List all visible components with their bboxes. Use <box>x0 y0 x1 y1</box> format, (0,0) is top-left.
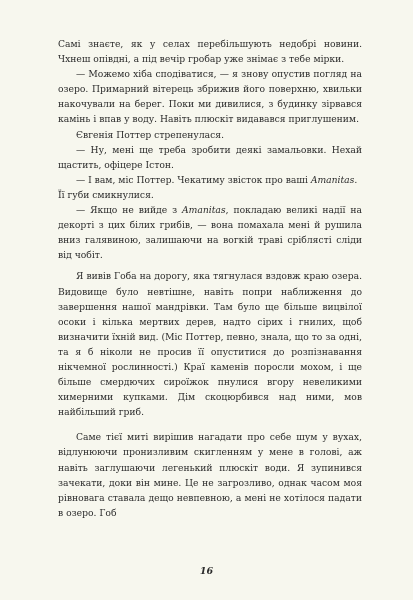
paragraph <box>58 173 362 188</box>
page-number: 16 <box>199 566 214 577</box>
dialog-text: , покладаю великі надії на декорті з цих білих грибів, — вона помахала мені й рушила вниз галявиною, залишаючи на вогкій траві сріблясті сліди від чобіт. <box>58 205 362 262</box>
paragraph: Її губи смикнулися. <box>58 189 154 201</box>
paragraph: Я вивів Гоба на дорогу, яка тягнулася вздовж краю озера. Видовище було невтішне, навіть попри наближення до завершення нашої мандрівки. Там було ще більше вицвілої осоки і кілька мертвих дерев, надто сірих і гнилих, щоб визначити їхній вид. (Міс Поттер, певно, знала, що то за одні, та я б ніколи не просив її опуститися до розпізнавання нікчемної рослинності.) Краї каменів поросли мохом, і ще більше смердючих сироїжок пнулися вгору невеликими химерними купками. Дім скоцюрбився над ними, мов найбільший гриб. <box>58 271 362 419</box>
paragraph: — Можемо хіба сподіватися, — я знову опустив погляд на озеро. Примарний вітерець збрижив його поверхню, хвильки накочували на берег. Поки ми дивилися, з будинку зірвався камінь і впав у воду. Навіть плюскіт видавався приглушеним. <box>58 69 362 126</box>
paragraph <box>58 203 362 263</box>
dialog-text: — І вам, міс Поттер. Чекатиму звісток про ваші <box>76 174 311 186</box>
dialog-text: — Якщо не вийде з <box>76 205 183 217</box>
body-text <box>58 37 362 521</box>
paragraph: Самі знаєте, як у селах перебільшують недобрі новини. Чхнеш опівдні, а під вечір гробар уже знімає з тебе мірки. <box>58 39 362 66</box>
emphasis-text: Amanitas <box>182 205 226 217</box>
paragraph: Євгенія Поттер стрепенулася. <box>76 129 224 141</box>
paragraph: Саме тієї миті вирішив нагадати про себе шум у вухах, відлунюючи пронизливим скигленням у мене в голові, аж навіть заглушаючи легенький плюскіт води. Я зупинився зачекати, доки він мине. Це не загрозливо, однак часом моя рівновага ставала дещо невпевною, а мені не хотілося падати в озеро. Гоб <box>58 432 362 519</box>
paragraph: — Ну, мені ще треба зробити деякі замальовки. Нехай щастить, офіцере Істон. <box>58 144 362 171</box>
emphasis-text: Amanitas. <box>310 174 358 186</box>
